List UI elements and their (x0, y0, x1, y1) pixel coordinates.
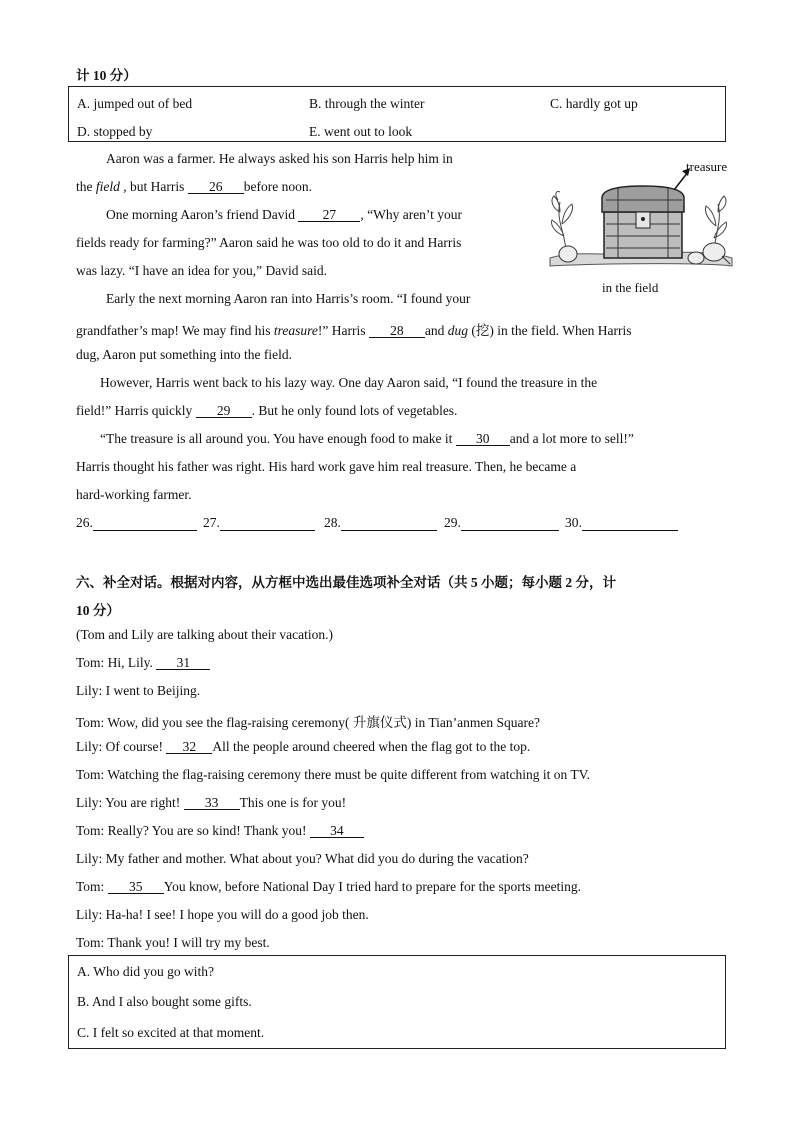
option-b: B. through the winter (309, 96, 425, 111)
dialogue-option-a: A. Who did you go with? (77, 964, 214, 979)
picture-caption: in the field (602, 280, 659, 295)
blank-34[interactable]: 34 (310, 824, 364, 838)
dialogue-option-b: B. And I also bought some gifts. (77, 994, 252, 1009)
answer-27[interactable]: 27. (203, 515, 315, 531)
passage-line: dug, Aaron put something into the field. (76, 347, 292, 362)
blank-35[interactable]: 35 (108, 880, 164, 894)
passage-line: hard-working farmer. (76, 487, 192, 502)
options-box (68, 86, 726, 142)
passage-line: Harris thought his father was right. His hard work gave him real treasure. Then, he became a (76, 459, 577, 474)
dialogue-line: Tom: Hi, Lily. 31 (76, 655, 210, 671)
blank-28[interactable]: 28 (369, 324, 425, 338)
answer-26[interactable]: 26. (76, 515, 197, 531)
dialogue-options-box (68, 955, 726, 1049)
passage-line: Early the next morning Aaron ran into Harris’s room. “I found your (106, 291, 471, 306)
answer-28[interactable]: 28. (324, 515, 437, 531)
dialogue-line: Tom: 35 You know, before National Day I tried hard to prepare for the sports meeting. (76, 879, 581, 894)
passage-line: fields ready for farming?” Aaron said he was too old to do it and Harris (76, 235, 462, 250)
passage-line: the field , but Harris 26 before noon. (76, 179, 312, 194)
section-6-heading-cont: 10 分） (76, 603, 120, 618)
passage-line: field!” Harris quickly 29 . But he only found lots of vegetables. (76, 403, 458, 418)
option-e: E. went out to look (309, 124, 413, 139)
section-heading-tail: 计 10 分） (76, 68, 137, 83)
blank-32[interactable]: 32 (166, 740, 212, 754)
dialogue-line: Tom: Really? You are so kind! Thank you! 34 (76, 823, 364, 839)
passage-line: “The treasure is all around you. You have enough food to make it 30 and a lot more to sell!” (100, 431, 634, 446)
dialogue-line: Tom: Wow, did you see the flag-raising ceremony( 升旗仪式) in Tian’anmen Square? (76, 715, 540, 730)
blank-31[interactable]: 31 (156, 656, 210, 670)
blank-33[interactable]: 33 (184, 796, 240, 810)
option-d: D. stopped by (77, 124, 153, 139)
blank-29[interactable]: 29 (196, 404, 252, 418)
passage-line: was lazy. “I have an idea for you,” David said. (76, 263, 328, 278)
passage-line: grandfather’s map! We may find his treasure!” Harris 28 and dug (挖) in the field. When Harris (76, 323, 632, 338)
dialogue-line: Tom: Thank you! I will try my best. (76, 935, 270, 950)
answer-29[interactable]: 29. (444, 515, 559, 531)
option-a: A. jumped out of bed (77, 96, 193, 111)
dialogue-line: Lily: I went to Beijing. (76, 683, 201, 698)
passage-line: However, Harris went back to his lazy way. One day Aaron said, “I found the treasure in the (100, 375, 598, 390)
blank-30[interactable]: 30 (456, 432, 510, 446)
passage-line: One morning Aaron’s friend David 27 , “Why aren’t your (106, 207, 463, 222)
passage-line: Aaron was a farmer. He always asked his son Harris help him in (106, 151, 453, 166)
blank-27[interactable]: 27 (298, 208, 360, 222)
blank-26[interactable]: 26 (188, 180, 244, 194)
dialogue-line: Lily: Ha-ha! I see! I hope you will do a good job then. (76, 907, 369, 922)
dialogue-line: Lily: You are right! 33 This one is for you! (76, 795, 347, 810)
option-c: C. hardly got up (550, 96, 638, 111)
treasure-chest-picture (546, 150, 736, 300)
dialogue-intro: (Tom and Lily are talking about their vacation.) (76, 627, 333, 642)
dialogue-line: Tom: Watching the flag-raising ceremony there must be quite different from watching it on TV. (76, 767, 590, 782)
label-treasure: treasure (686, 159, 728, 174)
dialogue-option-c: C. I felt so excited at that moment. (77, 1025, 265, 1040)
answer-30[interactable]: 30. (565, 515, 678, 531)
dialogue-line: Lily: My father and mother. What about you? What did you do during the vacation? (76, 851, 529, 866)
section-6-heading: 六、补全对话。根据对内容，从方框中选出最佳选项补全对话（共 5 小题；每小题 2 分，计 (76, 575, 616, 590)
dialogue-line: Lily: Of course! 32 All the people around cheered when the flag got to the top. (76, 739, 531, 754)
